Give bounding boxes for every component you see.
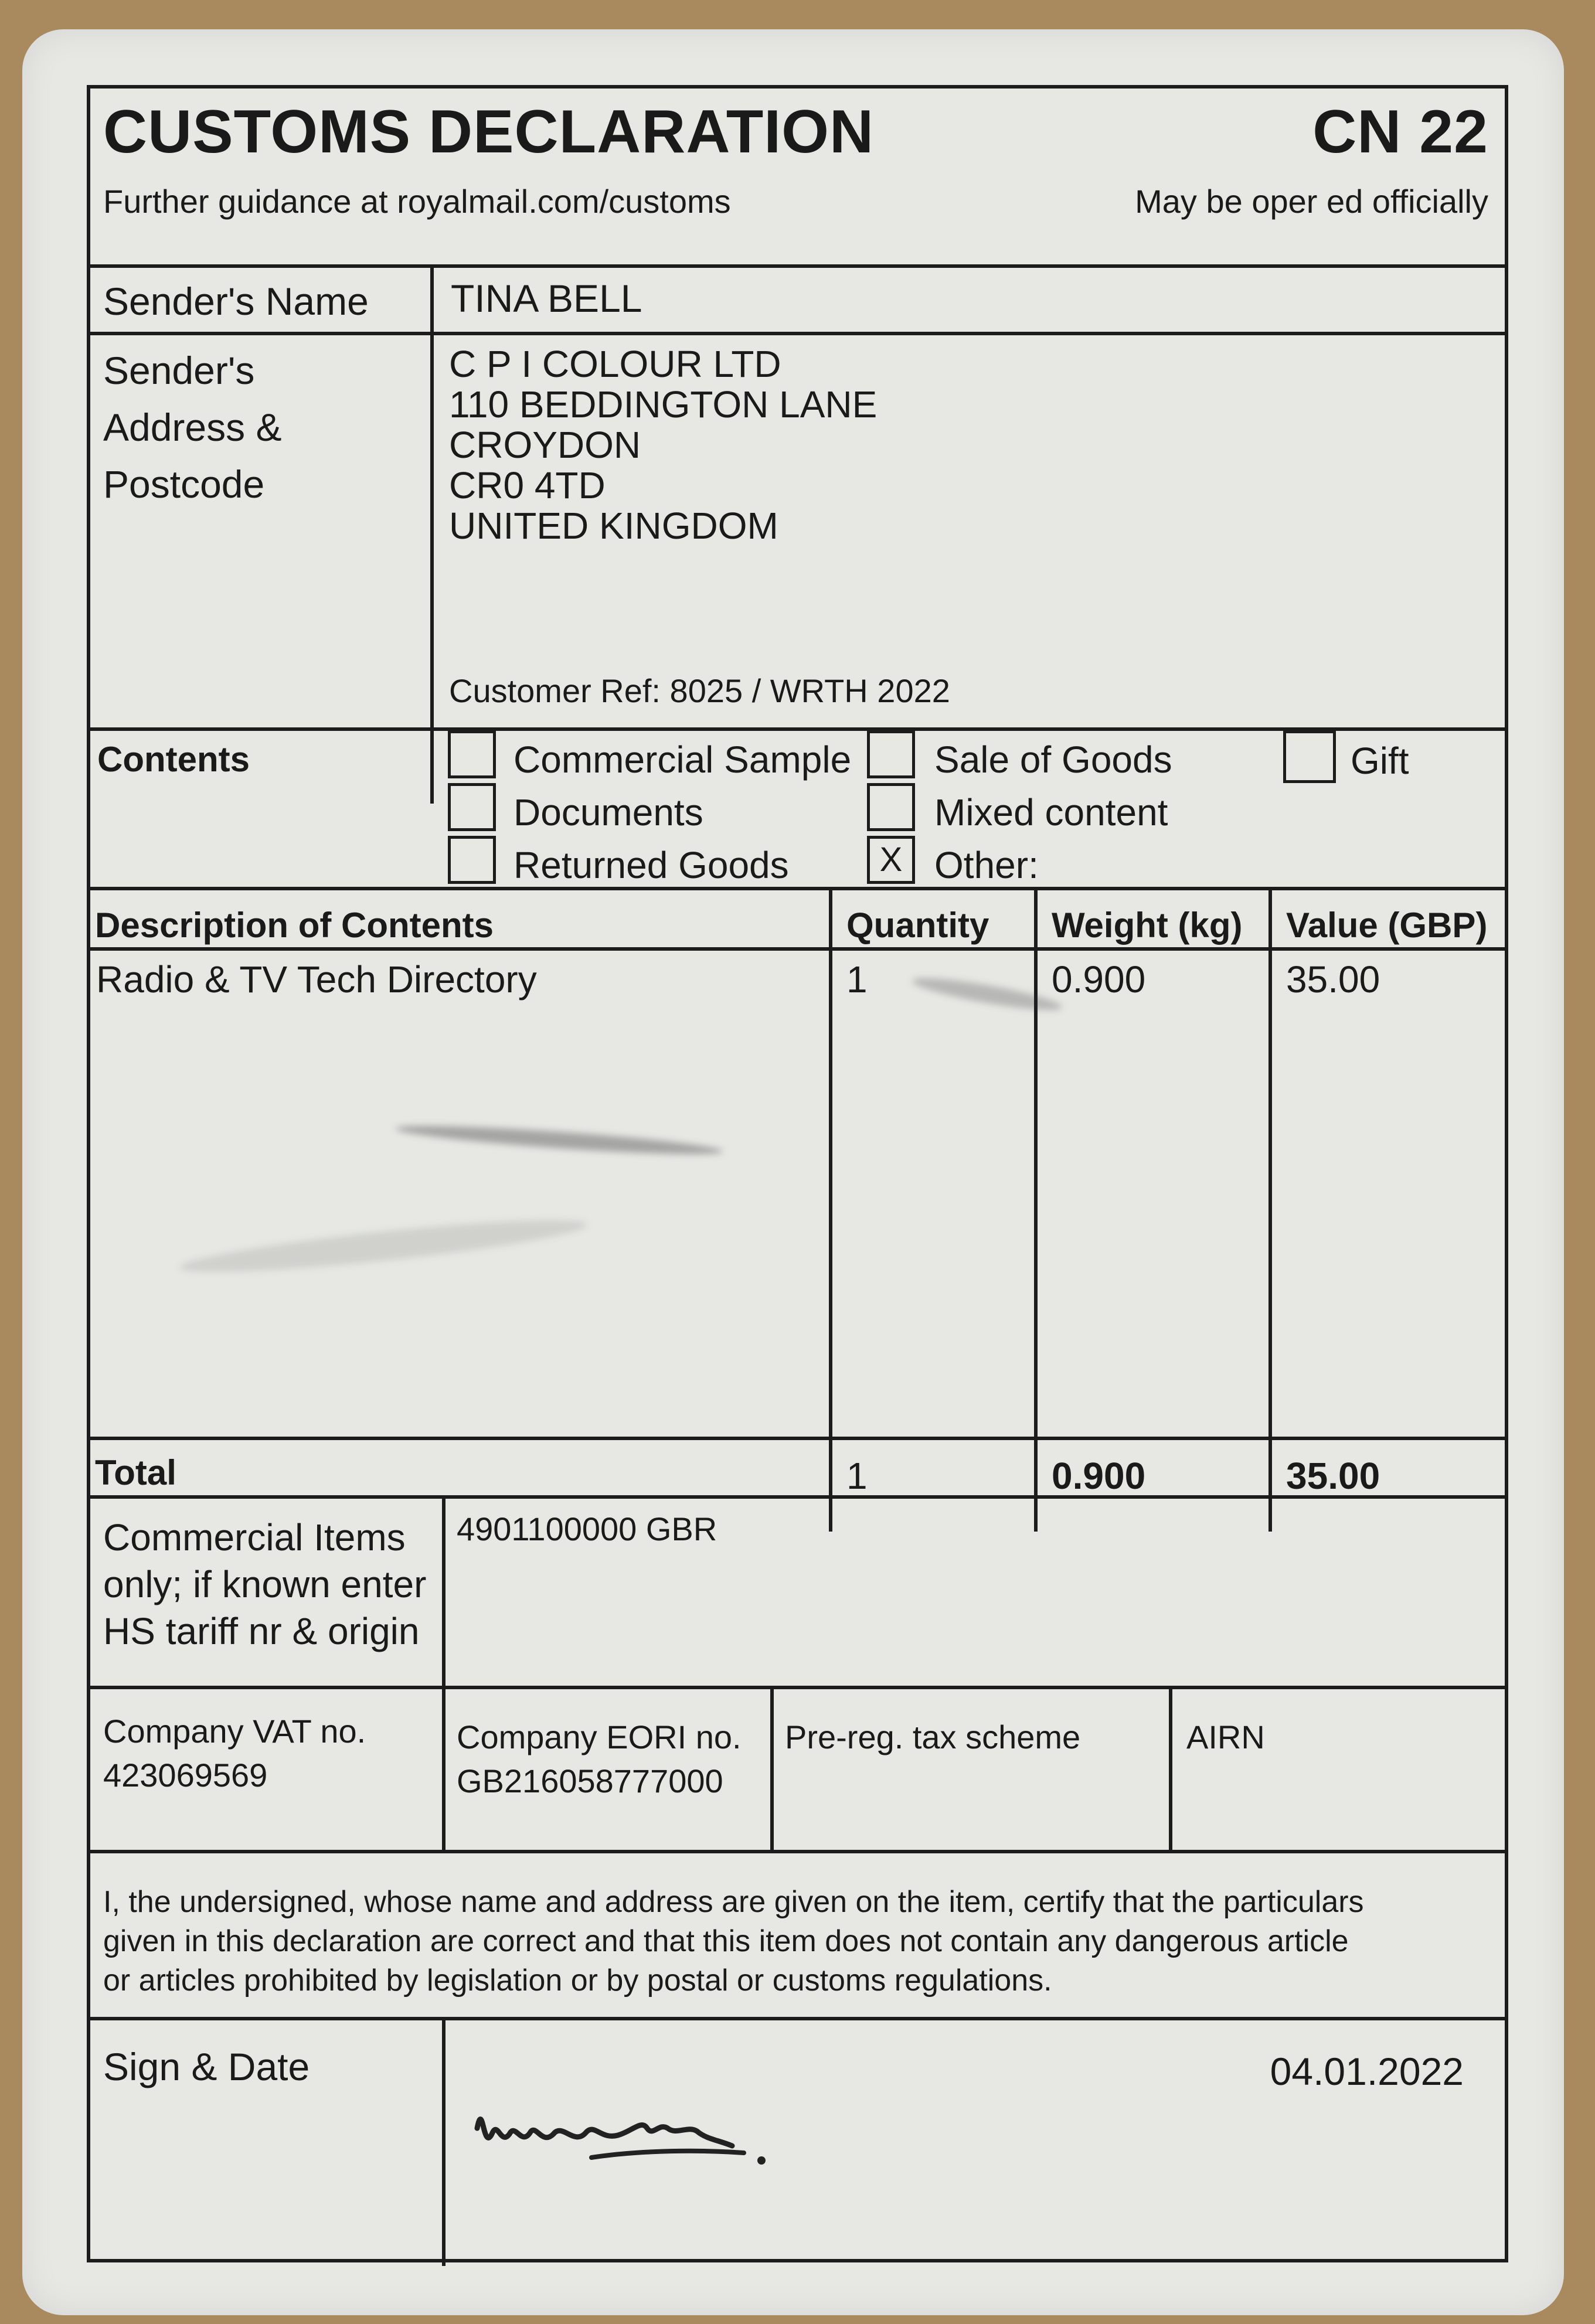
prereg-tax-label: Pre-reg. tax scheme: [785, 1719, 1081, 1755]
divider: [90, 887, 1505, 890]
total-weight: 0.900: [1052, 1455, 1146, 1497]
table-header-value: Value (GBP): [1286, 906, 1488, 945]
table-header-quantity: Quantity: [846, 906, 989, 945]
other-label: Other:: [934, 844, 1039, 886]
handwritten-signature: [465, 2064, 770, 2193]
divider: [430, 264, 434, 804]
table-row-weight: 0.900: [1052, 958, 1146, 1001]
guidance-text: Further guidance at royalmail.com/customs: [103, 183, 731, 220]
cn22-form: [87, 85, 1508, 2262]
vat-value: 423069569: [103, 1757, 268, 1794]
airn-label: AIRN: [1186, 1719, 1265, 1755]
form-code: CN 22: [1312, 98, 1488, 166]
form-title: CUSTOMS DECLARATION: [103, 98, 875, 166]
sender-name-label: Sender's Name: [103, 280, 369, 323]
table-row-quantity: 1: [846, 958, 868, 1001]
commercial-label-line-2: only; if known enter: [103, 1563, 427, 1605]
table-header-description: Description of Contents: [95, 906, 494, 945]
eori-label: Company EORI no.: [457, 1719, 742, 1755]
table-row-description: Radio & TV Tech Directory: [96, 958, 537, 1001]
divider: [90, 1686, 1505, 1689]
divider: [90, 1437, 1505, 1440]
total-label: Total: [95, 1453, 176, 1492]
address-label-line-3: Postcode: [103, 462, 265, 506]
declaration-line-1: I, the undersigned, whose name and address are given on the item, certify that the particulars: [103, 1885, 1364, 1919]
mixed-content-label: Mixed content: [934, 791, 1168, 833]
divider: [90, 264, 1505, 268]
gift-label: Gift: [1351, 740, 1409, 782]
total-quantity: 1: [846, 1455, 868, 1497]
sale-of-goods-label: Sale of Goods: [934, 739, 1172, 781]
returned-goods-checkbox[interactable]: [448, 836, 496, 884]
divider: [770, 1686, 774, 1850]
divider: [90, 947, 1505, 951]
address-line: C P I COLOUR LTD: [449, 343, 781, 385]
divider: [829, 887, 832, 1532]
divider: [90, 2017, 1505, 2020]
total-value: 35.00: [1286, 1455, 1380, 1497]
divider: [1268, 887, 1272, 1532]
ink-smudge: [910, 972, 1063, 1016]
sale-of-goods-checkbox[interactable]: [867, 730, 915, 778]
divider: [90, 1495, 1505, 1499]
address-line: 110 BEDDINGTON LANE: [449, 383, 878, 426]
customer-reference: Customer Ref: 8025 / WRTH 2022: [449, 672, 950, 709]
table-row-value: 35.00: [1286, 958, 1380, 1001]
address-label-line-1: Sender's: [103, 349, 255, 392]
divider: [90, 332, 1505, 335]
commercial-label-line-3: HS tariff nr & origin: [103, 1610, 420, 1652]
ink-smudge: [178, 1210, 589, 1282]
address-line: CR0 4TD: [449, 464, 606, 506]
sign-date-label: Sign & Date: [103, 2045, 310, 2088]
address-label-line-2: Address &: [103, 406, 282, 449]
declaration-line-2: given in this declaration are correct and that this item does not contain any dangerous article: [103, 1924, 1349, 1958]
hs-tariff-value: 4901100000 GBR: [457, 1510, 717, 1547]
contents-label: Contents: [97, 740, 250, 779]
opened-officially-note: May be oper ed officially: [1135, 183, 1488, 220]
eori-value: GB216058777000: [457, 1762, 723, 1799]
divider: [442, 1495, 445, 1850]
returned-goods-label: Returned Goods: [513, 844, 789, 886]
divider: [442, 2017, 445, 2266]
commercial-label-line-1: Commercial Items: [103, 1516, 406, 1559]
table-header-weight: Weight (kg): [1052, 906, 1243, 945]
mixed-content-checkbox[interactable]: [867, 783, 915, 831]
vat-label: Company VAT no.: [103, 1713, 366, 1750]
gift-checkbox[interactable]: [1283, 730, 1336, 783]
signature-date: 04.01.2022: [1270, 2050, 1464, 2093]
ink-smudge: [395, 1121, 724, 1160]
divider: [1169, 1686, 1172, 1850]
divider: [90, 1850, 1505, 1853]
documents-label: Documents: [513, 791, 703, 833]
sender-name-value: TINA BELL: [451, 277, 642, 320]
other-checkbox[interactable]: X: [867, 836, 915, 884]
address-line: UNITED KINGDOM: [449, 505, 778, 547]
divider: [1034, 887, 1038, 1532]
declaration-line-3: or articles prohibited by legislation or by postal or customs regulations.: [103, 1964, 1052, 1998]
address-line: CROYDON: [449, 424, 641, 466]
customs-label-card: [22, 29, 1564, 2315]
commercial-sample-label: Commercial Sample: [513, 739, 852, 781]
documents-checkbox[interactable]: [448, 783, 496, 831]
commercial-sample-checkbox[interactable]: [448, 730, 496, 778]
